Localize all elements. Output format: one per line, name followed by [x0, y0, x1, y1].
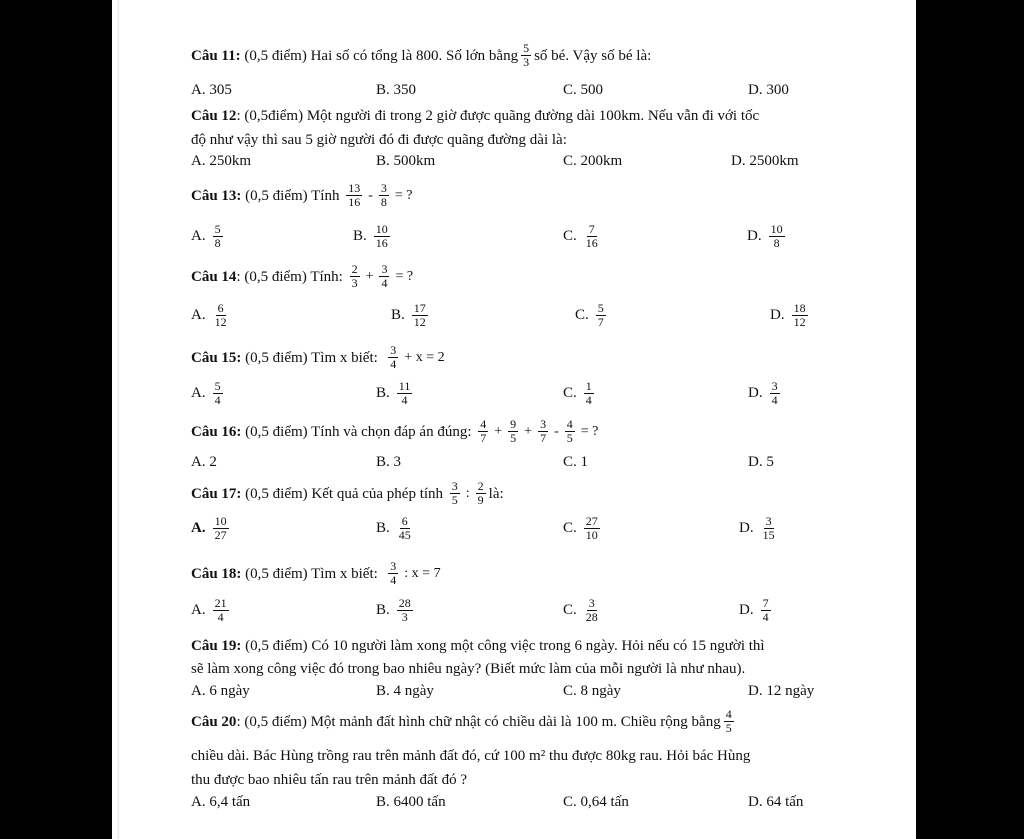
question-18: [191, 560, 444, 587]
question-12: [191, 106, 759, 126]
operator: :: [465, 485, 470, 501]
question-number: Câu 12: [191, 108, 237, 124]
option-a[interactable]: A. 250km: [191, 153, 251, 169]
option-a[interactable]: A. 6,4 tấn: [191, 794, 251, 810]
options-13: [191, 223, 891, 253]
options-12: [191, 153, 891, 183]
question-text: : (0,5điểm) Một người đi trong 2 giờ được quãng đường dài 100km. Nếu vẫn đi với tốc: [236, 108, 760, 124]
option-b[interactable]: B. $\frac{11}{4}$: [376, 379, 411, 407]
fraction: $\frac{3}{4}$: [390, 559, 397, 587]
operator: +: [365, 268, 374, 284]
question-text: : (0,5 điểm) Một mảnh đất hình chữ nhật có chiều dài là 100 m. Chiều rộng bằng: [236, 713, 721, 730]
question-20: [191, 708, 737, 735]
operator: -: [368, 187, 373, 203]
option-b[interactable]: B. 3: [376, 454, 402, 470]
options-15: [191, 380, 891, 410]
option-d[interactable]: D. $\frac{7}{4}$: [739, 596, 769, 624]
option-c[interactable]: C. $\frac{7}{16}$: [563, 222, 598, 250]
question-text: (0,5 điểm) Hai số có tổng là 800. Số lớn bằng: [244, 47, 519, 64]
question-number: Câu 17:: [191, 485, 242, 502]
fraction: $\frac{2}{9}$: [477, 479, 484, 507]
option-a[interactable]: A. $\frac{5}{4}$: [191, 379, 221, 407]
option-c[interactable]: C. $\frac{27}{10}$: [563, 514, 598, 542]
option-c[interactable]: C. 8 ngày: [563, 683, 621, 699]
option-d[interactable]: D. $\frac{3}{4}$: [748, 379, 778, 407]
question-text: (0,5 điểm) Tính và chọn đáp án đúng:: [245, 423, 472, 440]
options-20: [191, 794, 891, 824]
option-b[interactable]: B. 4 ngày: [376, 683, 434, 699]
question-text-end: số bé. Vậy số bé là:: [534, 47, 652, 64]
option-c[interactable]: C. 0,64 tấn: [563, 794, 629, 810]
fraction: $\frac{3}{8}$: [380, 181, 387, 209]
question-text: (0,5 điểm) Kết quả của phép tính: [245, 485, 444, 502]
option-c[interactable]: C. 1: [563, 454, 589, 470]
question-text: (0,5 điểm) Tìm x biết:: [245, 565, 378, 582]
option-d[interactable]: D. 5: [748, 454, 774, 470]
option-d[interactable]: D. 300: [748, 82, 789, 98]
fraction: $\frac{3}{4}$: [390, 343, 397, 371]
option-a[interactable]: A. 2: [191, 454, 217, 470]
fraction: $\frac{4}{7}$: [480, 417, 487, 445]
option-b[interactable]: B. $\frac{10}{16}$: [353, 222, 388, 250]
option-b[interactable]: B. 6400 tấn: [376, 794, 446, 810]
operator: = ?: [580, 423, 599, 439]
question-14: [191, 263, 416, 290]
expression-rest: : x = 7: [404, 565, 441, 581]
question-17: [191, 480, 504, 507]
question-number: Câu 18:: [191, 565, 242, 582]
question-number: Câu 14: [191, 268, 237, 285]
question-text: (0,5 điểm) Tìm x biết:: [245, 349, 378, 366]
option-c[interactable]: C. $\frac{5}{7}$: [575, 301, 604, 329]
fraction: $\frac{9}{5}$: [510, 417, 517, 445]
fraction: $\frac{3}{5}$: [451, 479, 458, 507]
question-number: Câu 19:: [191, 638, 242, 654]
operator: = ?: [395, 268, 414, 284]
fraction: $\frac{4}{5}$: [725, 707, 732, 735]
option-a[interactable]: A. $\frac{10}{27}$: [191, 514, 227, 542]
question-number: Câu 20: [191, 713, 237, 730]
document-page: [112, 0, 916, 839]
option-a[interactable]: A. $\frac{5}{8}$: [191, 222, 221, 250]
fraction: $\frac{5}{3}$: [523, 41, 530, 69]
question-12-line2: độ như vậy thì sau 5 giờ người đó đi được quãng đường dài là:: [191, 132, 567, 148]
question-15: [191, 344, 448, 371]
fraction: $\frac{3}{4}$: [381, 262, 388, 290]
option-c[interactable]: C. $\frac{3}{28}$: [563, 596, 598, 624]
question-number: Câu 15:: [191, 349, 242, 366]
expression-rest: + x = 2: [404, 349, 445, 365]
fraction: $\frac{2}{3}$: [351, 262, 358, 290]
option-d[interactable]: D. 2500km: [731, 153, 799, 169]
option-d[interactable]: D. 12 ngày: [748, 683, 815, 699]
option-d[interactable]: D. $\frac{10}{8}$: [747, 222, 783, 250]
question-16: [191, 418, 601, 445]
operator: +: [494, 423, 503, 439]
option-b[interactable]: B. $\frac{17}{12}$: [391, 301, 426, 329]
question-number: Câu 13:: [191, 187, 242, 204]
option-a[interactable]: A. $\frac{21}{4}$: [191, 596, 227, 624]
fraction: $\frac{3}{7}$: [540, 417, 547, 445]
options-17: [191, 515, 891, 545]
question-text-end: là:: [488, 485, 504, 502]
option-a[interactable]: A. $\frac{6}{12}$: [191, 301, 227, 329]
question-text: : (0,5 điểm) Tính:: [236, 268, 343, 285]
option-b[interactable]: B. $\frac{6}{45}$: [376, 514, 411, 542]
option-c[interactable]: C. $\frac{1}{4}$: [563, 379, 592, 407]
option-c[interactable]: C. 500: [563, 82, 604, 98]
fraction: $\frac{4}{5}$: [566, 417, 573, 445]
operator: +: [524, 423, 533, 439]
question-19-line2: sẽ làm xong công việc đó trong bao nhiêu ngày? (Biết mức làm của mỗi người là như nhau).: [191, 661, 746, 677]
option-a[interactable]: A. 6 ngày: [191, 683, 250, 699]
operator: -: [554, 423, 559, 439]
question-20-line2: chiều dài. Bác Hùng trồng rau trên mảnh đất đó, cứ 100 m² thu được 80kg rau. Hỏi bác Hùng: [191, 748, 751, 764]
question-20-line3: thu được bao nhiêu tấn rau trên mảnh đất đó ?: [191, 772, 467, 788]
question-number: Câu 16:: [191, 423, 242, 440]
option-a[interactable]: A. 305: [191, 82, 232, 98]
option-d[interactable]: D. 64 tấn: [748, 794, 804, 810]
question-19: [191, 636, 765, 656]
operator: = ?: [394, 187, 413, 203]
option-c[interactable]: C. 200km: [563, 153, 623, 169]
question-text: (0,5 điểm) Tính: [245, 187, 340, 204]
options-14: [191, 302, 891, 332]
options-18: [191, 597, 891, 627]
option-b[interactable]: B. 500km: [376, 153, 436, 169]
option-b[interactable]: B. $\frac{28}{3}$: [376, 596, 411, 624]
option-d[interactable]: D. $\frac{18}{12}$: [770, 301, 806, 329]
question-text: (0,5 điểm) Có 10 người làm xong một công việc trong 6 ngày. Hỏi nếu có 15 người thì: [245, 638, 765, 654]
option-b[interactable]: B. 350: [376, 82, 417, 98]
fraction: $\frac{13}{16}$: [348, 181, 361, 209]
question-13: [191, 182, 416, 209]
question-number: Câu 11:: [191, 47, 241, 64]
question-11: [191, 42, 651, 69]
option-d[interactable]: D. $\frac{3}{15}$: [739, 514, 775, 542]
